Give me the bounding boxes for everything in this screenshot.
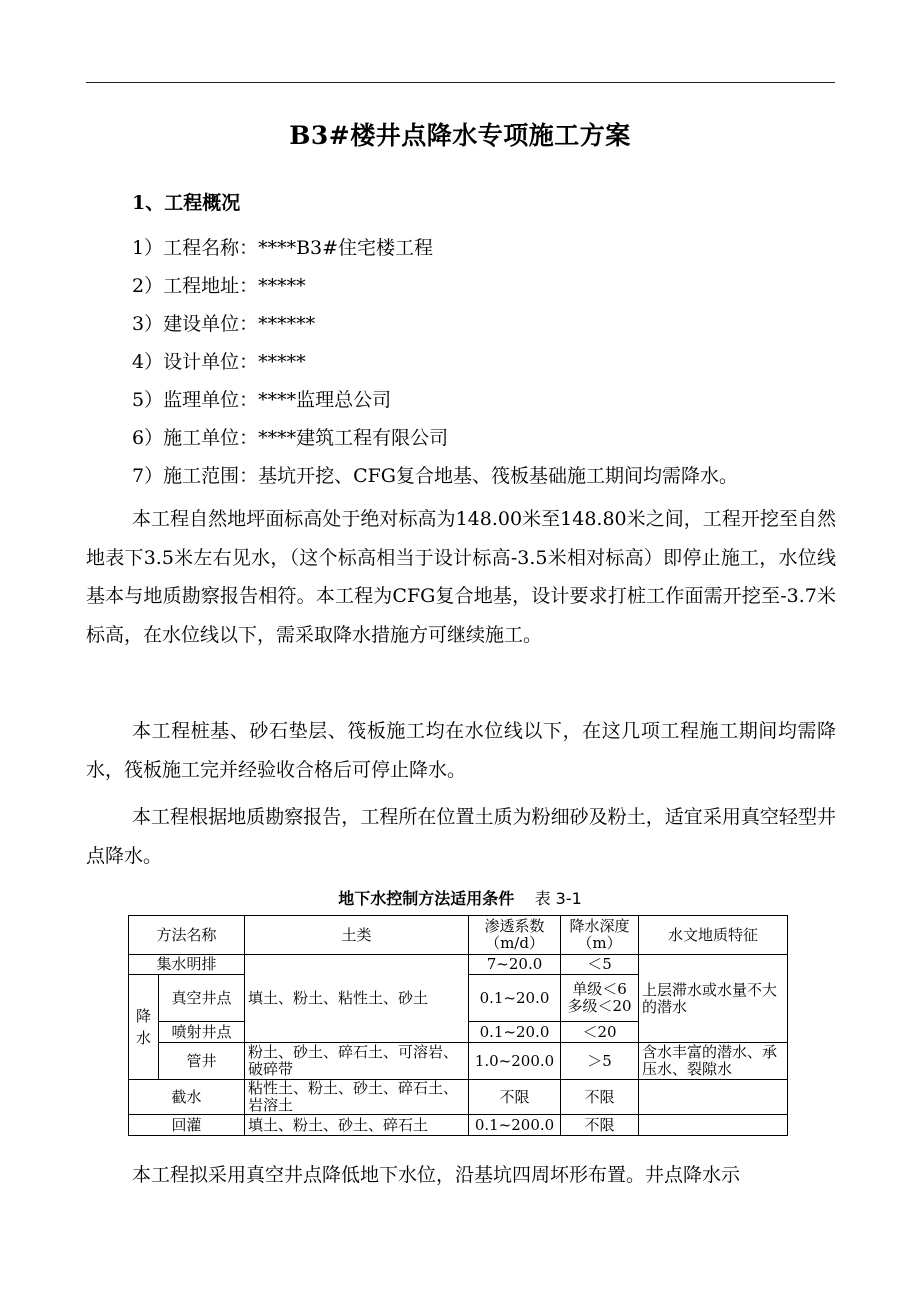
cell-method: 回灌 (129, 1115, 245, 1136)
cell-soil: 填土、粉土、砂土、碎石土 (245, 1115, 469, 1136)
cell-method: 真空井点 (159, 975, 245, 1022)
table-row (129, 955, 788, 975)
table-row (129, 1080, 788, 1115)
body-paragraph: 本工程拟采用真空井点降低地下水位，沿基坑四周坏形布置。井点降水示 (132, 1164, 741, 1186)
cell-perm: 不限 (469, 1080, 561, 1115)
table-header-row (129, 916, 788, 955)
cell-depth: 不限 (561, 1115, 639, 1136)
cell-perm: 0.1~20.0 (469, 975, 561, 1022)
cell-depth: ＜20 (561, 1022, 639, 1043)
table-caption (0, 886, 920, 909)
table-row (129, 1115, 788, 1136)
document-title: B3#楼井点降水专项施工方案 (289, 121, 631, 150)
list-item: 5）监理单位：****监理总公司 (132, 389, 392, 411)
list-item: 4）设计单位：***** (132, 351, 306, 373)
cell-hydro: 含水丰富的潜水、承压水、裂隙水 (639, 1043, 788, 1080)
table-caption-number: 表 3-1 (534, 889, 582, 908)
cell-perm: 0.1~20.0 (469, 1022, 561, 1043)
cell-soil: 填土、粉土、粘性土、砂土 (245, 955, 469, 1043)
cell-hydro (639, 1080, 788, 1115)
header-depth: 降水深度 （m） (561, 916, 639, 955)
cell-method: 喷射井点 (159, 1022, 245, 1043)
cell-depth: 单级＜6 多级＜20 (561, 975, 639, 1022)
cell-depth: ＜5 (561, 955, 639, 975)
cell-method: 集水明排 (129, 955, 245, 975)
cell-soil: 粘性土、粉土、砂土、碎石土、岩溶土 (245, 1080, 469, 1115)
header-permeability: 渗透系数 （m/d） (469, 916, 561, 955)
header-soil: 土类 (245, 916, 469, 955)
body-paragraph: 本工程桩基、砂石垫层、筏板施工均在水位线以下，在这几项工程施工期间均需降水，筏板施工完并经验收合格后可停止降水。 (86, 720, 836, 781)
cell-method: 截水 (129, 1080, 245, 1115)
cell-perm: 7~20.0 (469, 955, 561, 975)
list-item: 3）建设单位：****** (132, 313, 316, 335)
table-row (129, 1043, 788, 1080)
list-item: 1）工程名称：****B3#住宅楼工程 (132, 237, 434, 259)
cell-perm: 0.1~200.0 (469, 1115, 561, 1136)
section-heading: 1、工程概况 (132, 192, 241, 214)
group-label-cell (129, 975, 159, 1080)
header-method: 方法名称 (129, 916, 245, 955)
list-item: 7）施工范围：基坑开挖、CFG复合地基、筏板基础施工期间均需降水。 (132, 465, 738, 487)
cell-depth: 不限 (561, 1080, 639, 1115)
body-paragraph: 本工程根据地质勘察报告，工程所在位置土质为粉细砂及粉土，适宜采用真空轻型井点降水。 (86, 806, 836, 867)
cell-depth: ＞5 (561, 1043, 639, 1080)
group-label: 降水 (135, 1007, 151, 1047)
cell-perm: 1.0~200.0 (469, 1043, 561, 1080)
header-rule (86, 82, 835, 83)
groundwater-control-table (128, 915, 788, 1136)
cell-soil: 粉土、砂土、碎石土、可溶岩、破碎带 (245, 1043, 469, 1080)
cell-hydro (639, 1115, 788, 1136)
cell-method: 管井 (159, 1043, 245, 1080)
body-paragraph: 本工程自然地坪面标高处于绝对标高为148.00米至148.80米之间，工程开挖至自然地表下3.5米左右见水，（这个标高相当于设计标高-3.5米相对标高）即停止施工，水位线基本与地质勘察报告相符。本工程为CFG复合地基，设计要求打桩工作面需开挖至-3.7米标高，在水位线以下，需采取降水措施方可继续施工。 (86, 508, 836, 646)
list-item: 2）工程地址：***** (132, 275, 306, 297)
list-item: 6）施工单位：****建筑工程有限公司 (132, 427, 449, 449)
table-caption-title: 地下水控制方法适用条件 (338, 889, 515, 908)
header-hydro: 水文地质特征 (639, 916, 788, 955)
cell-hydro: 上层滞水或水量不大的潜水 (639, 955, 788, 1043)
